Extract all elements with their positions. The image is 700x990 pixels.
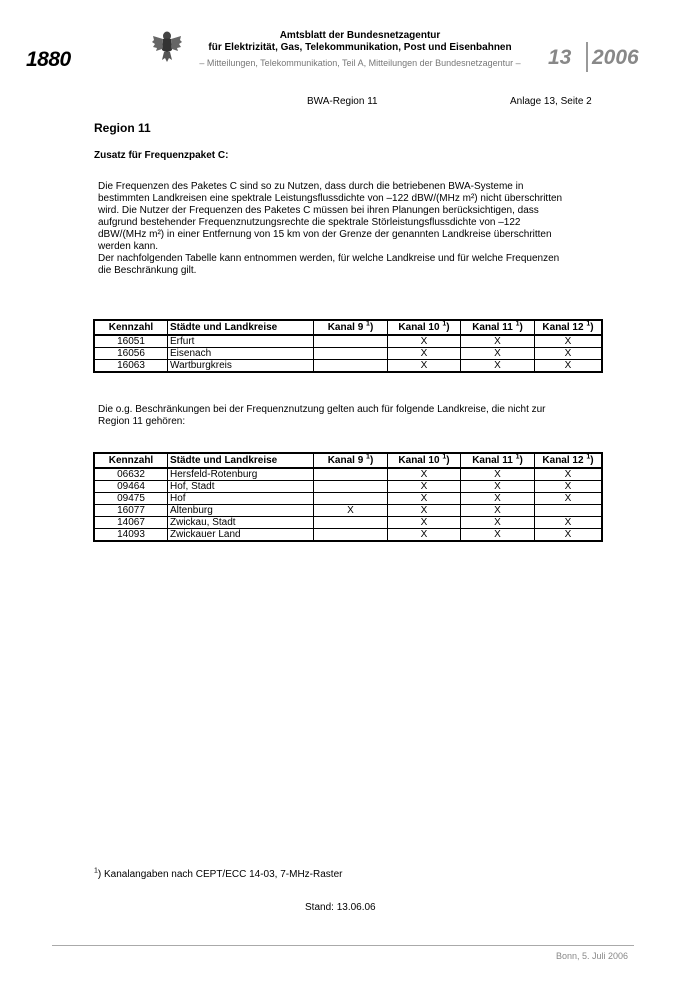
cell-kanal-10: X: [388, 481, 461, 493]
cell-kennzahl: 06632: [94, 468, 168, 481]
header-kanal-12: Kanal 12 $^1$): [535, 453, 603, 468]
cell-kanal-10: X: [388, 468, 461, 481]
subheader-annex: Anlage 13, Seite 2: [510, 96, 592, 107]
cell-district-name: Wartburgkreis: [168, 360, 314, 373]
cell-kanal-10: X: [388, 517, 461, 529]
cell-kanal-11: X: [461, 348, 535, 360]
issue-number: 13: [548, 46, 572, 69]
table-row: [94, 468, 602, 481]
gazette-subtitle: für Elektrizität, Gas, Telekommunikation, Post und Eisenbahnen: [208, 42, 512, 53]
cell-kennzahl: 14067: [94, 517, 168, 529]
cell-district-name: Hof, Stadt: [168, 481, 314, 493]
footer-divider: [52, 945, 634, 946]
footer-date: Bonn, 5. Juli 2006: [556, 951, 629, 961]
cell-kanal-12: X: [535, 481, 603, 493]
paragraph-line: Region 11 gehören:: [98, 416, 186, 427]
subheader-region: BWA-Region 11: [307, 96, 378, 107]
cell-kanal-12: X: [535, 493, 603, 505]
header-kennzahl: Kennzahl: [94, 320, 168, 335]
cell-kanal-12: X: [535, 335, 603, 348]
table-row: [94, 360, 602, 373]
cell-kanal-9: [314, 360, 388, 373]
gazette-header: [190, 30, 530, 70]
footnote: $^1$) Kanalangaben nach CEPT/ECC 14-03, 7-MHz-Raster: [94, 867, 343, 880]
issue-year: 2006: [592, 46, 639, 69]
cell-kanal-11: X: [461, 360, 535, 373]
gazette-section: – Mitteilungen, Telekommunikation, Teil A, Mitteilungen der Bundesnetzagentur –: [199, 58, 521, 68]
cell-district-name: Hersfeld-Rotenburg: [168, 468, 314, 481]
table-row: [94, 517, 602, 529]
cell-kanal-10: X: [388, 505, 461, 517]
cell-kanal-11: X: [461, 335, 535, 348]
cell-kennzahl: 16056: [94, 348, 168, 360]
paragraph-line: aufgrund bestehender Frequenznutzungsrechte die spektrale Störleistungsflussdichte von –122: [98, 217, 521, 228]
paragraph-line: wird. Die Nutzer der Frequenzen des Paketes C müssen bei ihren Planungen berücksichtigen, dass: [98, 205, 539, 216]
cell-district-name: Eisenach: [168, 348, 314, 360]
districts-table-region: [93, 319, 603, 373]
cell-district-name: Erfurt: [168, 335, 314, 348]
table-row: [94, 493, 602, 505]
cell-kanal-11: X: [461, 481, 535, 493]
cell-kennzahl: 16077: [94, 505, 168, 517]
paragraph-line: bestimmten Landkreisen eine spektrale Leistungsflussdichte von –122 dBW/(MHz m²) nicht überschritten: [98, 193, 563, 204]
table-row: [94, 348, 602, 360]
paragraph-line: die Beschränkung gilt.: [98, 265, 197, 276]
paragraph-extension: [98, 404, 598, 428]
cell-kanal-9: [314, 517, 388, 529]
paragraph-intro: [98, 181, 598, 277]
header-kanal-9: Kanal 9 $^1$): [314, 453, 388, 468]
cell-district-name: Zwickauer Land: [168, 529, 314, 542]
cell-kanal-10: X: [388, 529, 461, 542]
cell-kanal-10: X: [388, 360, 461, 373]
cell-kanal-11: X: [461, 529, 535, 542]
header-kanal-12: Kanal 12 $^1$): [535, 320, 603, 335]
paragraph-line: werden kann.: [98, 241, 159, 252]
cell-district-name: Hof: [168, 493, 314, 505]
header-divider: [586, 42, 588, 72]
cell-kanal-9: [314, 348, 388, 360]
cell-kanal-11: X: [461, 505, 535, 517]
cell-kanal-12: X: [535, 468, 603, 481]
addendum-title: Zusatz für Frequenzpaket C:: [94, 150, 229, 161]
paragraph-line: Die o.g. Beschränkungen bei der Frequenznutzung gelten auch für folgende Landkreise, die nicht zur: [98, 404, 546, 415]
table-row: [94, 505, 602, 517]
header-kanal-10: Kanal 10 $^1$): [388, 453, 461, 468]
cell-kanal-12: X: [535, 529, 603, 542]
cell-district-name: Altenburg: [168, 505, 314, 517]
table-header-row: [94, 320, 602, 335]
cell-kanal-12: X: [535, 348, 603, 360]
cell-kanal-9: [314, 481, 388, 493]
paragraph-line: Der nachfolgenden Tabelle kann entnommen werden, für welche Landkreise und für welche Frequenzen: [98, 253, 560, 264]
cell-kennzahl: 09464: [94, 481, 168, 493]
cell-kanal-10: X: [388, 493, 461, 505]
header-kanal-11: Kanal 11 $^1$): [461, 453, 535, 468]
header-kanal-10: Kanal 10 $^1$): [388, 320, 461, 335]
table-row: [94, 335, 602, 348]
cell-kanal-9: X: [314, 505, 388, 517]
table-row: [94, 481, 602, 493]
header-kanal-9: Kanal 9 $^1$): [314, 320, 388, 335]
cell-kennzahl: 16051: [94, 335, 168, 348]
cell-kanal-12: X: [535, 517, 603, 529]
cell-kanal-9: [314, 335, 388, 348]
cell-kanal-9: [314, 529, 388, 542]
cell-kennzahl: 16063: [94, 360, 168, 373]
header-name: Städte und Landkreise: [168, 453, 314, 468]
cell-kanal-10: X: [388, 348, 461, 360]
districts-table-external: [93, 452, 603, 542]
paragraph-line: Die Frequenzen des Paketes C sind so zu Nutzen, dass durch die betriebenen BWA-Systeme in: [98, 181, 524, 192]
cell-kanal-11: X: [461, 493, 535, 505]
cell-kanal-9: [314, 493, 388, 505]
region-title: Region 11: [94, 121, 151, 135]
cell-kennzahl: 09475: [94, 493, 168, 505]
header-kanal-11: Kanal 11 $^1$): [461, 320, 535, 335]
table-row: [94, 529, 602, 542]
cell-kanal-9: [314, 468, 388, 481]
status-date: Stand: 13.06.06: [305, 902, 376, 913]
cell-kanal-11: X: [461, 517, 535, 529]
cell-kanal-10: X: [388, 335, 461, 348]
paragraph-line: dBW/(MHz m²) in einer Entfernung von 15 km von der Grenze der genannten Landkreise überschritten: [98, 229, 552, 240]
cell-kanal-12: [535, 505, 603, 517]
cell-kanal-12: X: [535, 360, 603, 373]
gazette-title: Amtsblatt der Bundesnetzagentur: [279, 30, 441, 41]
cell-kennzahl: 14093: [94, 529, 168, 542]
header-kennzahl: Kennzahl: [94, 453, 168, 468]
cell-kanal-11: X: [461, 468, 535, 481]
header-name: Städte und Landkreise: [168, 320, 314, 335]
page-number: 1880: [26, 48, 71, 71]
cell-district-name: Zwickau, Stadt: [168, 517, 314, 529]
table-header-row: [94, 453, 602, 468]
